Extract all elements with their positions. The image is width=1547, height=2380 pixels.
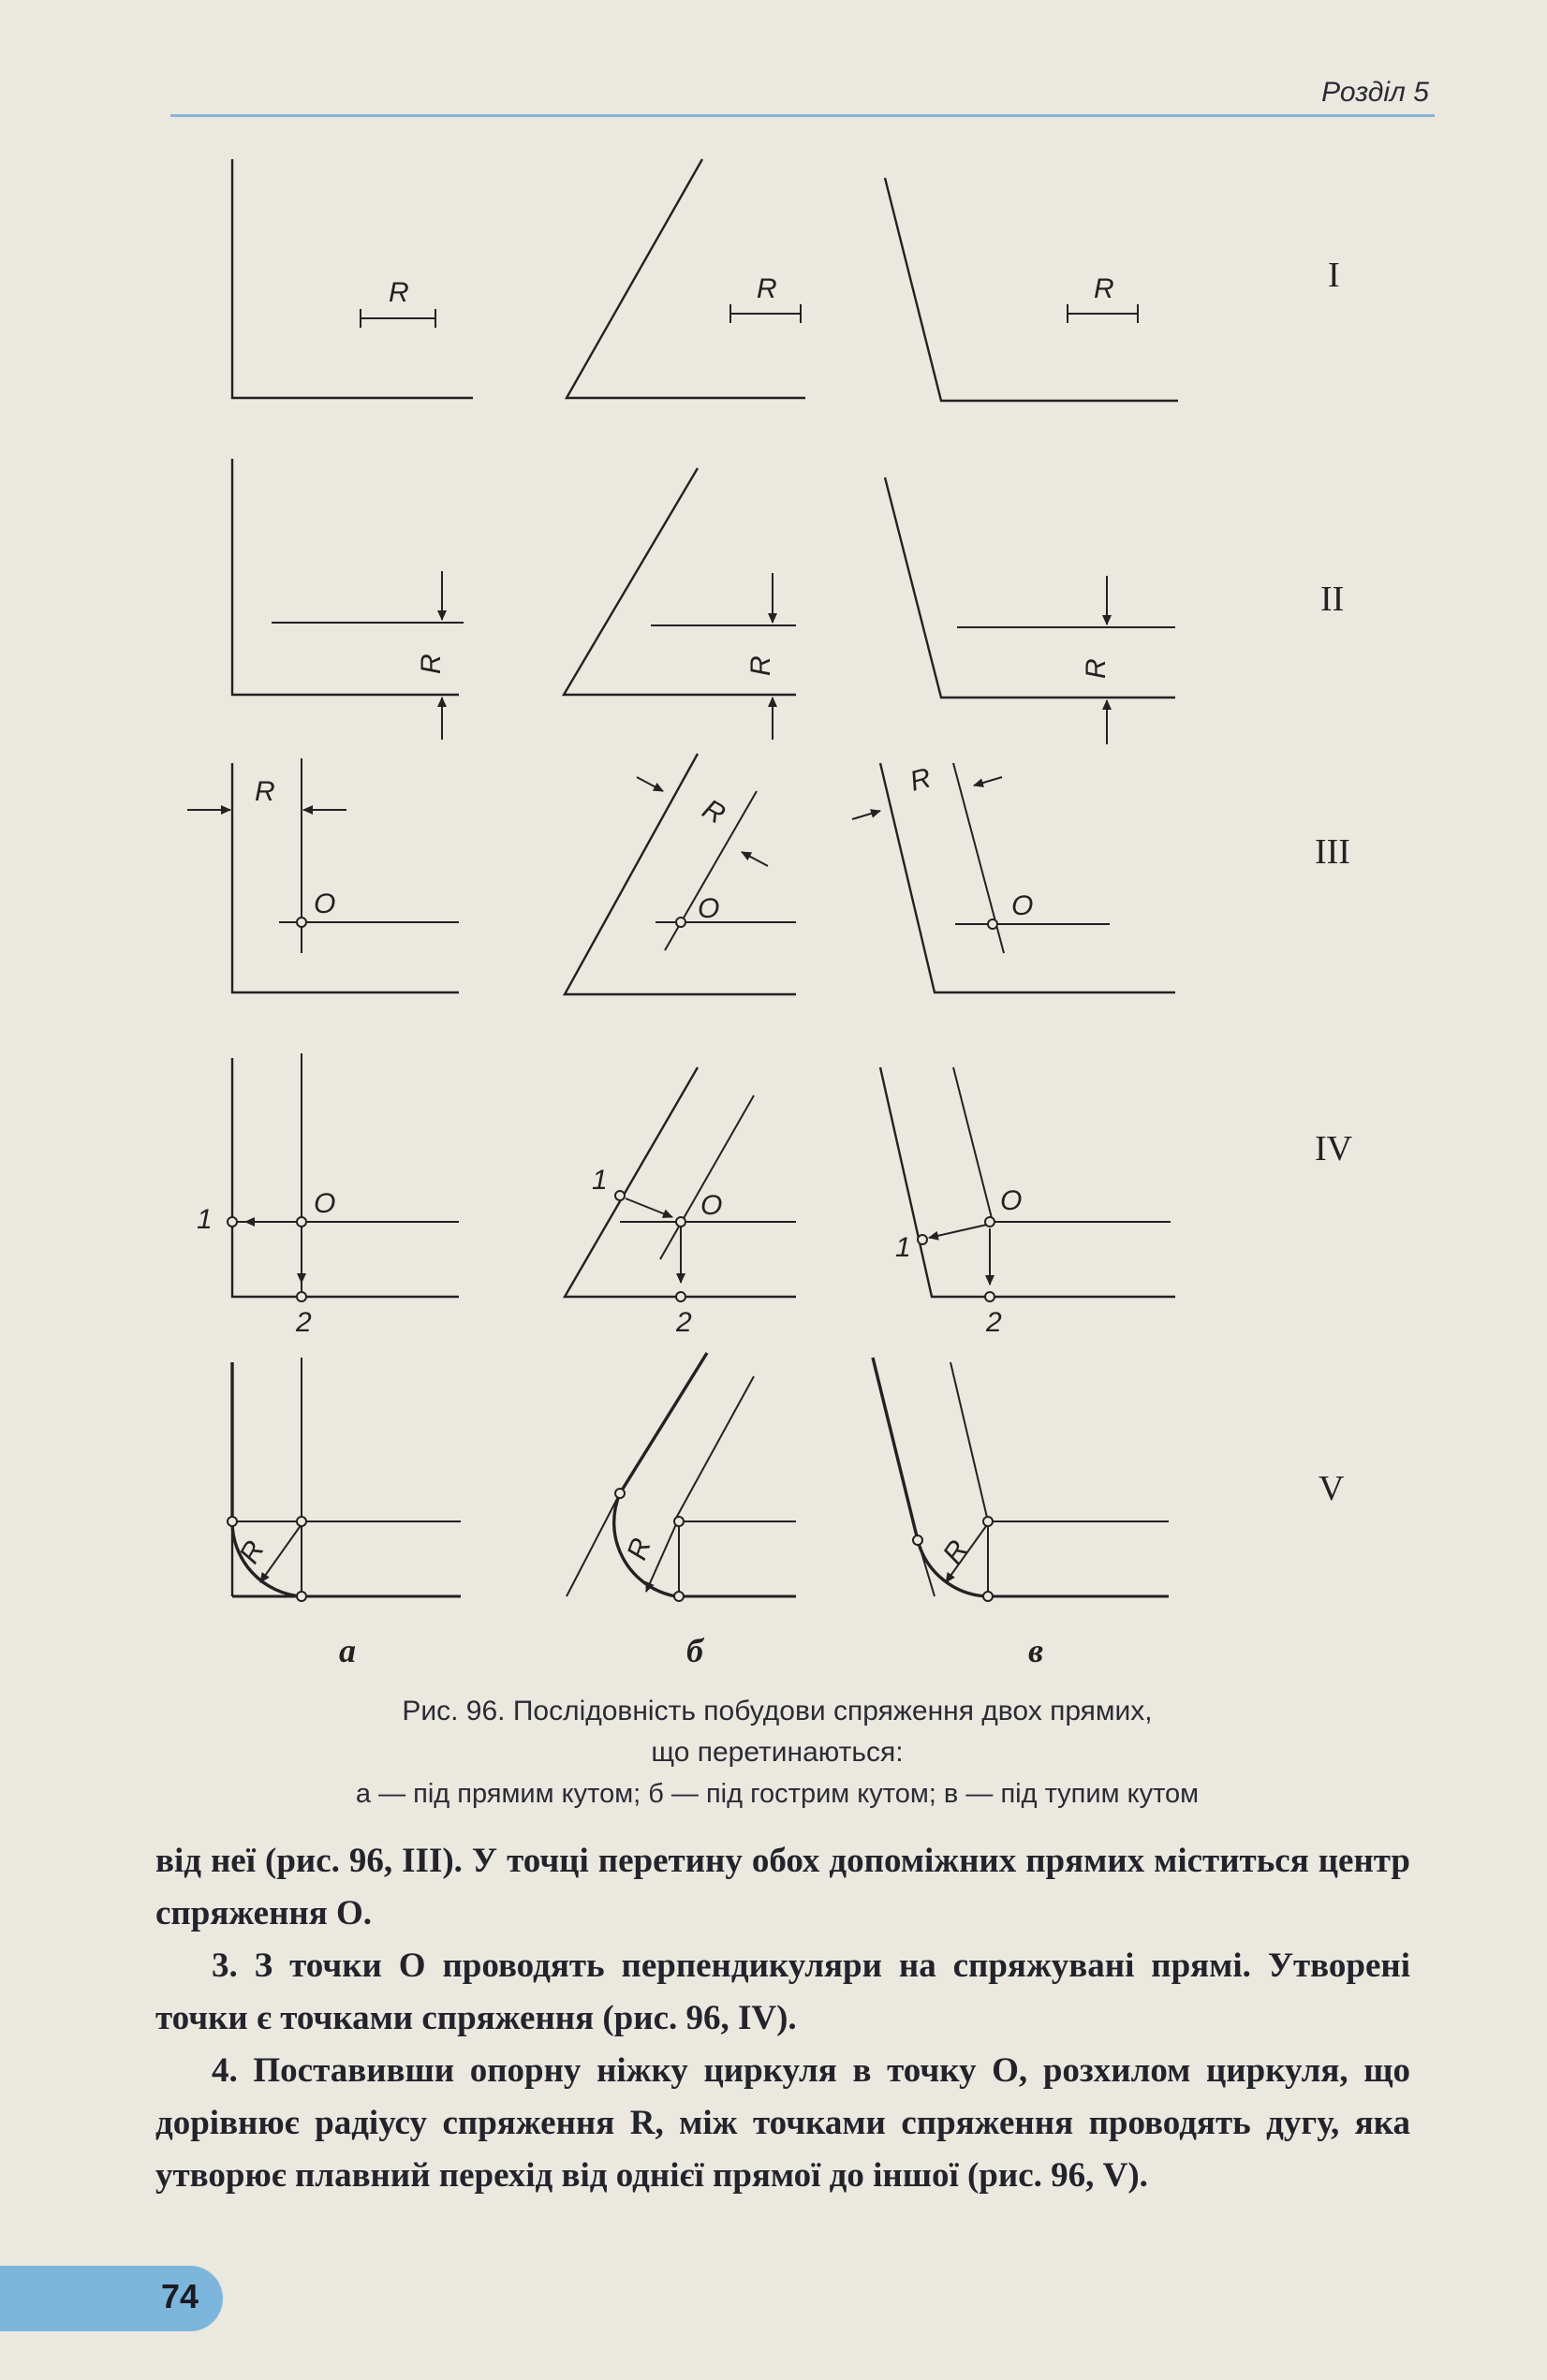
- point-2-label-4a: 2: [296, 1307, 312, 1338]
- row-3-column-a-drawing: [187, 758, 459, 992]
- radius-label-2c: R: [1081, 658, 1112, 679]
- row-5-column-b-drawing: [567, 1353, 796, 1596]
- paragraph-step-4: 4. Поставивши опорну ніжку циркуля в точку O, розхилом циркуля, що дорівнює радіусу спряження R, між точками спряження проводять дугу, яка утворює плавний перехід від однієї прямої до іншої (рис. 96, V).: [155, 2051, 1410, 2195]
- point-2-label-4c: 2: [986, 1307, 1002, 1338]
- row-label-1: I: [1328, 256, 1340, 295]
- row-4-column-c-drawing: [880, 1067, 1175, 1297]
- row-3-column-b-drawing: [565, 754, 796, 994]
- row-label-3: III: [1315, 832, 1350, 872]
- center-label-3a: O: [314, 889, 336, 919]
- center-label-3c: O: [1011, 890, 1034, 921]
- radius-label-5a: R: [233, 1535, 271, 1569]
- radius-label-2b: R: [745, 655, 776, 676]
- radius-label-3c: R: [906, 762, 935, 798]
- row-1-column-a-drawing: [232, 159, 473, 398]
- paragraph-step-3: 3. З точки O проводять перпендикуляри на спряжувані прямі. Утворені точки є точками спряження (рис. 96, IV).: [155, 1947, 1410, 2037]
- body-text: [155, 1835, 1410, 2202]
- paragraph-continuation: від неї (рис. 96, III). У точці перетину обох допоміжних прямих міститься центр спряження O.: [155, 1842, 1410, 1932]
- radius-label-5c: R: [936, 1535, 975, 1570]
- radius-label-3a: R: [255, 776, 275, 807]
- figure-caption-line-2: що перетинаються:: [651, 1737, 904, 1768]
- center-label-3b: O: [698, 893, 720, 924]
- row-3-column-c-drawing: [852, 763, 1175, 992]
- row-2-column-b-drawing: [564, 468, 796, 740]
- column-label-b: б: [686, 1632, 703, 1669]
- center-label-4c: O: [1000, 1185, 1023, 1216]
- figure-caption-line-3: а — під прямим кутом; б — під гострим кутом; в — під тупим кутом: [355, 1779, 1200, 1809]
- figure-caption-line-1: Рис. 96. Послідовність побудови спряження двох прямих,: [402, 1696, 1153, 1726]
- column-label-c: в: [1028, 1632, 1044, 1669]
- radius-label-1c: R: [1094, 273, 1114, 304]
- row-label-5: V: [1319, 1469, 1345, 1508]
- point-1-label-4c: 1: [895, 1232, 911, 1263]
- row-1-column-c-drawing: [885, 178, 1178, 401]
- row-label-4: IV: [1315, 1129, 1353, 1168]
- page-number: 74: [161, 2277, 199, 2315]
- point-1-label-4a: 1: [197, 1204, 213, 1235]
- row-5-column-c-drawing: [873, 1358, 1169, 1596]
- row-label-2: II: [1320, 580, 1345, 619]
- column-label-a: а: [339, 1632, 356, 1669]
- center-label-4a: O: [314, 1188, 336, 1219]
- radius-label-2a: R: [416, 654, 447, 674]
- point-2-label-4b: 2: [676, 1307, 692, 1338]
- center-label-4b: O: [700, 1190, 723, 1221]
- row-2-column-a-drawing: [232, 459, 464, 740]
- row-4-column-a-drawing: [232, 1053, 459, 1297]
- radius-label-1a: R: [389, 277, 409, 308]
- row-5-column-a-drawing: [232, 1358, 461, 1596]
- radius-label-5b: R: [621, 1534, 657, 1565]
- radius-label-1b: R: [757, 273, 777, 304]
- radius-label-3b: R: [697, 793, 730, 830]
- point-1-label-4b: 1: [592, 1165, 608, 1196]
- row-2-column-c-drawing: [885, 477, 1175, 744]
- section-header: Розділ 5: [1321, 77, 1429, 108]
